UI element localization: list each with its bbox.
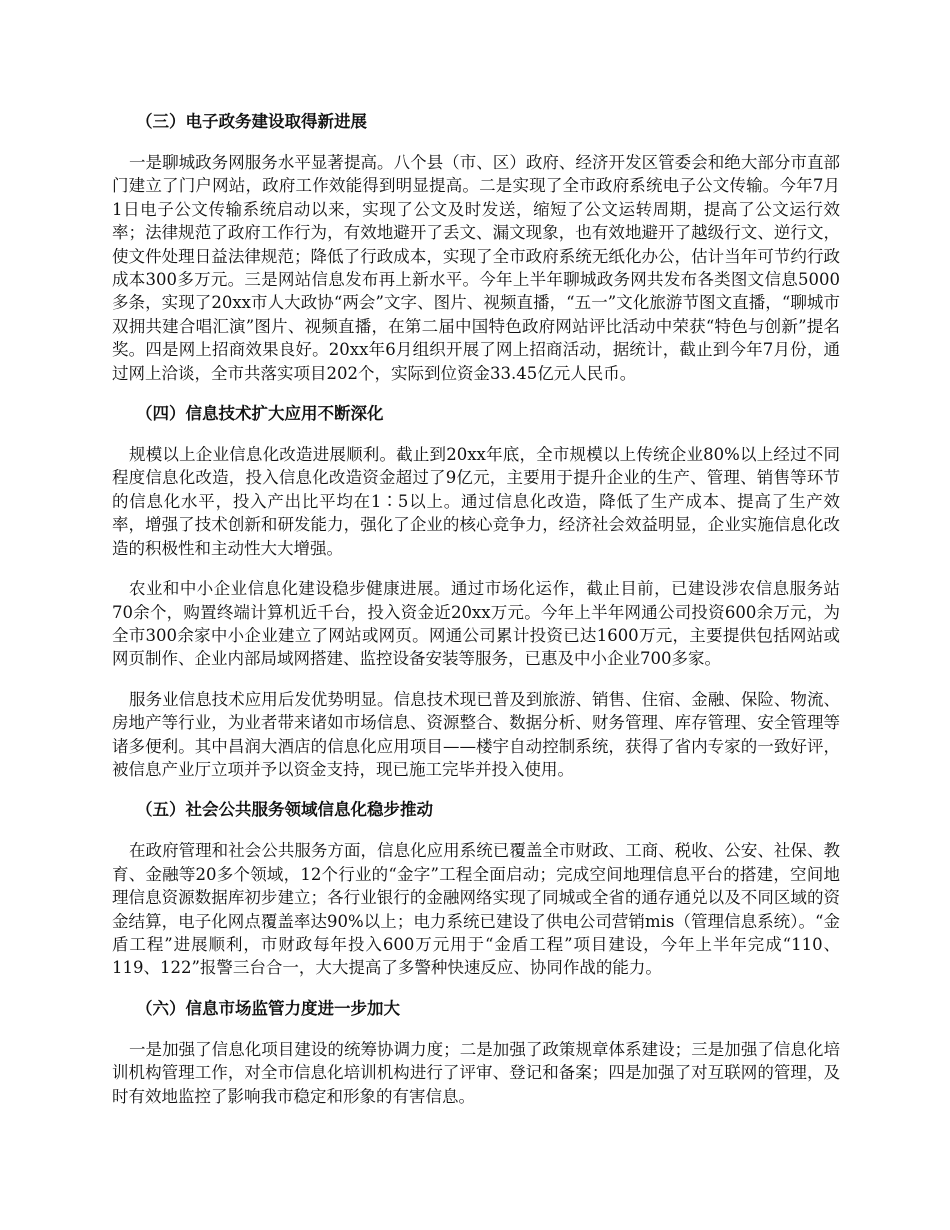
section-heading: （四）信息技术扩大应用不断深化 [136, 404, 384, 424]
section-heading: （六）信息市场监管力度进一步加大 [136, 998, 400, 1018]
section-4 [112, 402, 840, 781]
document-page [112, 110, 840, 1125]
section-heading: （三）电子政务建设取得新进展 [136, 112, 367, 131]
paragraph: 在政府管理和社会公共服务方面，信息化应用系统已覆盖全市财政、工商、税收、公安、社保、教育、金融等20多个领域，12个行业的“金字”工程全面启动；完成空间地理信息平台的搭建，空间地理信息资源数据库初步建立；各行业银行的金融网络实现了同城或全省的通存通兑以及不同区域的资金结算，电子化网点覆盖率达90%以上；电力系统已建设了供电公司营销mis（管理信息系统）。“金盾工程”进展顺利，市财政每年投入600万元用于“金盾工程”项目建设，今年上半年完成“110、119、122”报警三台合一，大大提高了多警种快速反应、协同作战的能力。 [112, 841, 840, 978]
section-5 [112, 798, 840, 979]
section-heading: （五）社会公共服务领域信息化稳步推动 [136, 800, 433, 820]
paragraph: 农业和中小企业信息化建设稳步健康进展。通过市场化运作，截止目前，已建设涉农信息服务站70余个，购置终端计算机近千台，投入资金近20xx万元。今年上半年网通公司投资600余万元，为全市300余家中小企业建立了网站或网页。网通公司累计投资已达1600万元，主要提供包括网站或网页制作、企业内部局域网搭建、监控设备安装等服务，已惠及中小企业700多家。 [112, 579, 840, 669]
paragraph: 服务业信息技术应用后发优势明显。信息技术现已普及到旅游、销售、住宿、金融、保险、物流、房地产等行业，为业者带来诸如市场信息、资源整合、数据分析、财务管理、库存管理、安全管理等诸多便利。其中昌润大酒店的信息化应用项目——楼宇自动控制系统，获得了省内专家的一致好评，被信息产业厅立项并予以资金支持，现已施工完毕并投入使用。 [112, 689, 840, 779]
paragraph: 一是加强了信息化项目建设的统筹协调力度；二是加强了政策规章体系建设；三是加强了信息化培训机构管理工作，对全市信息化培训机构进行了评审、登记和备案；四是加强了对互联网的管理，及时有效地监控了影响我市稳定和形象的有害信息。 [112, 1039, 840, 1106]
paragraph: 规模以上企业信息化改造进展顺利。截止到20xx年底，全市规模以上传统企业80%以上经过不同程度信息化改造，投入信息化改造资金超过了9亿元，主要用于提升企业的生产、管理、销售等环节的信息化水平，投入产出比平均在1∶5以上。通过信息化改造，降低了生产成本、提高了生产效率，增强了技术创新和研发能力，强化了企业的核心竞争力，经济社会效益明显，企业实施信息化改造的积极性和主动性大大增强。 [112, 445, 840, 558]
section-6 [112, 997, 840, 1108]
section-3 [112, 110, 840, 385]
paragraph: 一是聊城政务网服务水平显著提高。八个县（市、区）政府、经济开发区管委会和绝大部分市直部门建立了门户网站，政府工作效能得到明显提高。二是实现了全市政府系统电子公文传输。今年7月1日电子公文传输系统启动以来，实现了公文及时发送，缩短了公文运转周期，提高了公文运行效率；法律规范了政府工作行为，有效地避开了丢文、漏文现象，也有效地避开了越级行文、逆行文，使文件处理日益法律规范；降低了行政成本，实现了全市政府系统无纸化办公，估计当年可节约行政成本300多万元。三是网站信息发布再上新水平。今年上半年聊城政务网共发布各类图文信息5000多条，实现了20xx市人大政协“两会”文字、图片、视频直播，“五一”文化旅游节图文直播，“聊城市双拥共建合唱汇演”图片、视频直播，在第二届中国特色政府网站评比活动中荣获“特色与创新”提名奖。四是网上招商效果良好。20xx年6月组织开展了网上招商活动，据统计，截止到今年7月份，通过网上洽谈，全市共落实项目202个，实际到位资金33.45亿元人民币。 [112, 153, 840, 383]
